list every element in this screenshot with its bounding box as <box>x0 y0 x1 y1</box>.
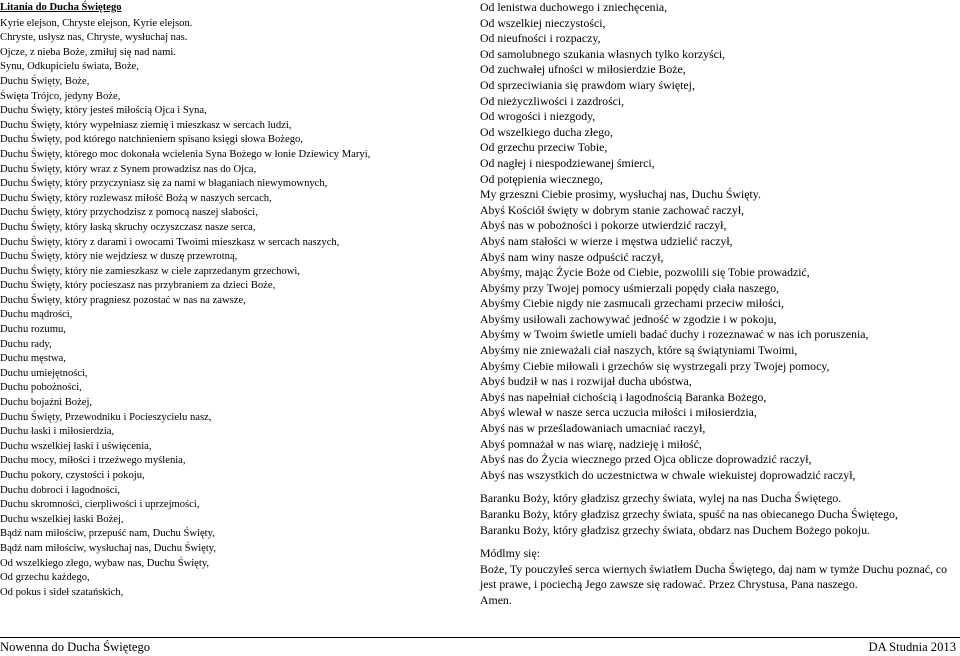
agnus-dei-line: Baranku Boży, który gładzisz grzechy świata, wylej na nas Ducha Świętego. <box>480 491 842 506</box>
litany-line: Abyś Kościół święty w dobrym stanie zachować raczył, <box>480 202 745 217</box>
litany-line: Duchu Święty, który nie zamieszkasz w ciele zaprzedanym grzechowi, <box>0 265 300 277</box>
agnus-dei-line: Baranku Boży, który gładzisz grzechy świata, spuść na nas obiecanego Ducha Świętego, <box>480 507 898 521</box>
litany-line: Duchu mądrości, <box>0 309 73 321</box>
litany-line: Duchu Święty, który wraz z Synem prowadzisz nas do Ojca, <box>0 163 257 175</box>
footer-right-text: DA Studnia 2013 <box>868 640 956 654</box>
litany-line: Duchu łaski i miłosierdzia, <box>0 426 115 438</box>
litany-line: Abyś pomnażał w nas wiarę, nadzieję i miłość, <box>480 436 702 451</box>
invocation-list-left <box>0 17 470 601</box>
litany-line: Od wszelkiej nieczystości, <box>480 15 606 30</box>
litany-line: Duchu Święty, który pocieszasz nas przybraniem za dzieci Boże, <box>0 280 276 292</box>
agnus-dei-list <box>480 491 958 538</box>
litany-line: Od pokus i sideł szatańskich, <box>0 586 124 598</box>
litany-line: Duchu wszelkiej łaski Bożej, <box>0 513 124 525</box>
litany-line: Abyśmy, mając Życie Boże od Ciebie, pozwolili się Tobie prowadzić, <box>480 265 810 280</box>
litany-line: Synu, Odkupicielu świata, Boże, <box>0 61 139 73</box>
litany-line: My grzeszni Ciebie prosimy, wysłuchaj nas, Duchu Święty. <box>480 187 761 202</box>
litany-line: Od sprzeciwiania się prawdom wiary świętej, <box>480 77 695 92</box>
litany-line: Duchu Święty, którego moc dokonała wcielenia Syna Bożego w łonie Dziewicy Maryi, <box>0 148 371 160</box>
litany-line: Od wrogości i niezgody, <box>480 109 596 124</box>
litany-line: Duchu skromności, cierpliwości i uprzejmości, <box>0 499 200 511</box>
litany-line: Duchu pobożności, <box>0 382 82 394</box>
litany-line: Duchu Święty, który jesteś miłością Ojca i Syna, <box>0 105 207 117</box>
litany-line: Duchu Święty, który rozlewasz miłość Bożą w naszych sercach, <box>0 192 272 204</box>
litany-line: Duchu Święty, który z darami i owocami Twoimi mieszkasz w sercach naszych, <box>0 236 340 248</box>
litany-line: Od wszelkiego ducha złego, <box>480 124 613 139</box>
closing-label: Módlmy się: <box>480 546 540 561</box>
litany-line: Abyś nam winy nasze odpuścić raczył, <box>480 249 664 264</box>
left-column <box>0 0 470 600</box>
spacer <box>480 538 958 546</box>
closing-prayer-text: Boże, Ty pouczyłeś serca wiernych światłem Ducha Świętego, daj nam w tymże Duchu poznać, co jest prawe, i pociechą Jego zawsze się radować. Przez Chrystusa, Pana naszego. <box>480 561 948 592</box>
page-title: Litania do Ducha Świętego <box>0 2 122 13</box>
litany-line: Duchu mocy, miłości i trzeźwego myślenia, <box>0 455 186 467</box>
litany-line: Duchu rozumu, <box>0 324 66 336</box>
litany-line: Od lenistwa duchowego i zniechęcenia, <box>480 0 668 14</box>
litany-line: Abyś nas napełniał cichością i łagodnością Baranka Bożego, <box>480 389 767 404</box>
invocation-list-right <box>480 0 958 483</box>
litany-line: Duchu pokory, czystości i pokoju, <box>0 470 145 481</box>
right-column <box>480 0 958 609</box>
litany-line: Duchu Święty, który łaską skruchy oczyszczasz nasze serca, <box>0 221 256 233</box>
litany-line: Ojcze, z nieba Boże, zmiłuj się nad nami. <box>0 46 176 58</box>
litany-line: Duchu wszelkiej łaski i uświęcenia, <box>0 440 152 452</box>
litany-line: Abyś wlewał w nasze serca uczucia miłości i miłosierdzia, <box>480 405 757 420</box>
litany-line: Duchu bojaźni Bożej, <box>0 397 93 409</box>
litany-line: Od grzechu przeciw Tobie, <box>480 140 608 155</box>
litany-line: Abyś nam stałości w wierze i męstwa udzielić raczył, <box>480 233 733 248</box>
litany-line: Abyś nas wszystkich do uczestnictwa w chwale wiekuistej doprowadzić raczył, <box>480 467 856 482</box>
litany-line: Duchu męstwa, <box>0 353 66 365</box>
spacer <box>480 483 958 491</box>
litany-line: Duchu Święty, który pragniesz pozostać w nas na zawsze, <box>0 294 246 306</box>
litany-line: Duchu Święty, Przewodniku i Pocieszycielu nasz, <box>0 411 212 423</box>
litany-line: Duchu dobroci i łagodności, <box>0 484 121 496</box>
litany-line: Duchu Święty, który przyczyniasz się za nami w błaganiach niewymownych, <box>0 178 328 190</box>
closing-amen: Amen. <box>480 592 512 607</box>
litany-line: Abyś nas w prześladowaniach umacniać raczył, <box>480 421 706 436</box>
litany-line: Abyś nas w pobożności i pokorze utwierdzić raczył, <box>480 218 727 233</box>
litany-line: Duchu Święty, Boże, <box>0 75 90 87</box>
litany-line: Duchu umiejętności, <box>0 367 88 379</box>
litany-line: Chryste, usłysz nas, Chryste, wysłuchaj nas. <box>0 32 188 44</box>
litany-line: Duchu rady, <box>0 338 52 350</box>
litany-line: Duchu Święty, pod którego natchnieniem spisano księgi słowa Bożego, <box>0 134 303 146</box>
litany-line: Od zuchwałej ufności w miłosierdzie Boże, <box>480 62 686 77</box>
litany-line: Abyśmy nie znieważali ciał naszych, które są świątyniami Twoimi, <box>480 343 798 358</box>
litany-line: Od samolubnego szukania własnych tylko korzyści, <box>480 46 726 61</box>
footer-left-text: Nowenna do Ducha Świętego <box>0 640 151 654</box>
litany-line: Duchu Święty, który nie wejdziesz w duszę przewrotną, <box>0 251 238 263</box>
litany-line: Duchu Święty, który przychodzisz z pomocą naszej słabości, <box>0 207 258 219</box>
litany-line: Od nieżyczliwości i zazdrości, <box>480 93 625 108</box>
litany-line: Od nagłej i niespodziewanej śmierci, <box>480 155 655 170</box>
litany-line: Od potępienia wiecznego, <box>480 171 603 186</box>
page-footer <box>0 637 960 655</box>
litany-line: Od nieufności i rozpaczy, <box>480 31 601 46</box>
litany-line: Od wszelkiego złego, wybaw nas, Duchu Święty, <box>0 557 210 569</box>
litany-line: Abyśmy usiłowali zachowywać jedność w zgodzie i w pokoju, <box>480 311 777 326</box>
litany-line: Abyśmy w Twoim świetle umieli badać duchy i rozeznawać w nas ich poruszenia, <box>480 327 869 342</box>
footer-divider <box>0 637 960 638</box>
litany-line: Abyś nas do Życia wiecznego przed Ojca oblicze doprowadzić raczył, <box>480 452 812 467</box>
agnus-dei-line: Baranku Boży, który gładzisz grzechy świata, obdarz nas Duchem Bożego pokoju. <box>480 522 871 537</box>
litany-line: Od grzechu każdego, <box>0 572 90 584</box>
litany-line: Abyśmy Ciebie nigdy nie zasmucali grzechami przeciw miłości, <box>480 296 785 311</box>
litany-line: Bądź nam miłościw, przepuść nam, Duchu Święty, <box>0 528 215 540</box>
litany-line: Kyrie elejson, Chryste elejson, Kyrie elejson. <box>0 17 193 29</box>
litany-line: Abyś budził w nas i rozwijał ducha ubóstwa, <box>480 374 692 389</box>
litany-line: Święta Trójco, jedyny Boże, <box>0 90 121 102</box>
litany-line: Abyśmy Ciebie miłowali i grzechów się wystrzegali przy Twojej pomocy, <box>480 358 830 373</box>
litany-line: Bądź nam miłościw, wysłuchaj nas, Duchu Święty, <box>0 542 217 554</box>
litany-line: Duchu Święty, który wypełniasz ziemię i mieszkasz w sercach ludzi, <box>0 119 292 131</box>
litany-line: Abyśmy przy Twojej pomocy uśmierzali popędy ciała naszego, <box>480 280 780 295</box>
